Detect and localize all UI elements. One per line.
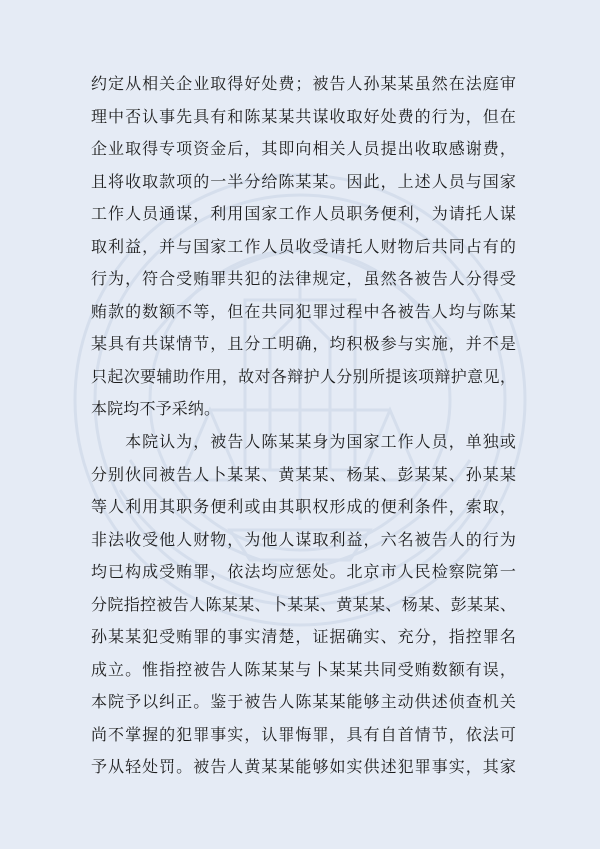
text-line: 行为，符合受贿罪共犯的法律规定，虽然各被告人分得受	[91, 269, 516, 289]
text-line: 孙某某犯受贿罪的事实清楚，证据确实、充分，指控罪名	[91, 627, 516, 647]
judgment-text	[91, 68, 516, 784]
text-line: 尚不掌握的犯罪事实，认罪悔罪，具有自首情节，依法可	[91, 724, 516, 744]
text-line: 本院予以纠正。鉴于被告人陈某某能够主动供述侦查机关	[91, 692, 516, 712]
text-line: 予从轻处罚。被告人黄某某能够如实供述犯罪事实，其家	[91, 757, 516, 777]
text-line: 企业取得专项资金后，其即向相关人员提出收取感谢费，	[91, 139, 516, 159]
text-line: 均已构成受贿罪，依法均应惩处。北京市人民检察院第一	[91, 562, 516, 582]
text-line: 非法收受他人财物，为他人谋取利益，六名被告人的行为	[91, 529, 516, 549]
text-line: 本院均不予采纳。	[91, 399, 221, 419]
text-line: 取利益，并与国家工作人员收受请托人财物后共同占有的	[91, 236, 516, 256]
text-line: 某具有共谋情节，且分工明确，均积极参与实施，并不是	[91, 334, 516, 354]
text-line: 分别伙同被告人卜某某、黄某某、杨某、彭某某、孙某某	[91, 464, 516, 484]
text-line: 等人利用其职务便利或由其职权形成的便利条件，索取，	[91, 497, 516, 517]
text-line: 工作人员通谋，利用国家工作人员职务便利，为请托人谋	[91, 204, 516, 224]
text-line: 约定从相关企业取得好处费；被告人孙某某虽然在法庭审	[91, 74, 516, 93]
text-line: 成立。惟指控被告人陈某某与卜某某共同受贿数额有误，	[91, 659, 516, 679]
text-line: 且将收取款项的一半分给陈某某。因此，上述人员与国家	[91, 171, 516, 191]
text-line: 贿款的数额不等，但在共同犯罪过程中各被告人均与陈某	[91, 301, 516, 321]
text-line: 分院指控被告人陈某某、卜某某、黄某某、杨某、彭某某、	[91, 594, 516, 614]
text-line: 理中否认事先具有和陈某某共谋收取好处费的行为，但在	[91, 106, 516, 126]
text-line: 只起次要辅助作用，故对各辩护人分别所提该项辩护意见，	[91, 366, 516, 386]
text-line: 本院认为，被告人陈某某身为国家工作人员，单独或	[91, 432, 516, 452]
